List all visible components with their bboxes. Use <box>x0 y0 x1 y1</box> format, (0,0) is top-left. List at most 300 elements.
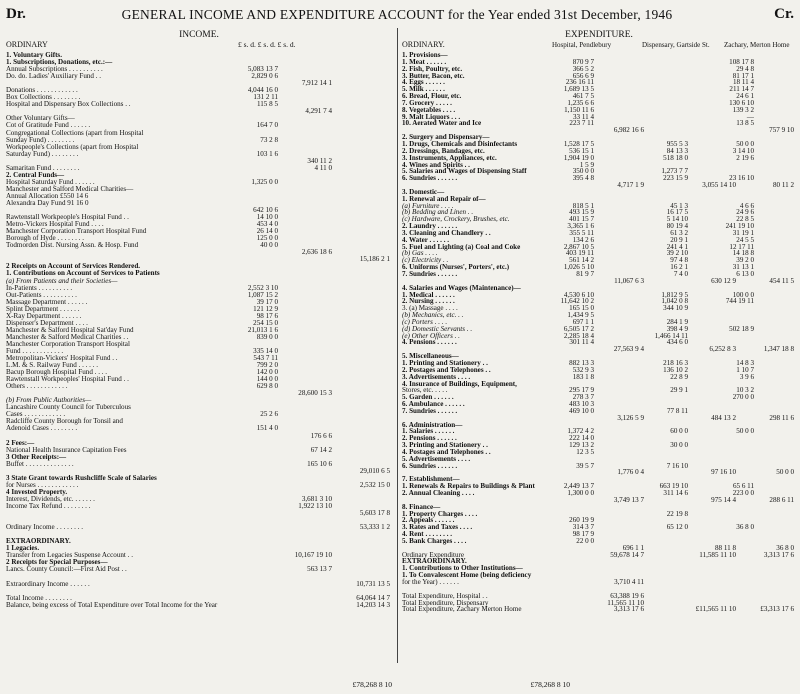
ledger-row <box>402 92 796 99</box>
row-label: EXTRAORDINARY. <box>402 557 467 566</box>
amount-cell: 355 5 11 <box>569 228 594 237</box>
page-header <box>0 6 800 24</box>
amount-cell: 7 4 0 <box>673 270 688 278</box>
row-label: 7. Establishment— <box>402 475 460 484</box>
row-label: Buffet . . . . . . . . . . . . . . <box>6 459 74 468</box>
row-label: Workpeople's Collections (apart from Hospital <box>6 142 139 151</box>
amount-cell: 469 10 0 <box>569 406 594 415</box>
amount-cell: 270 0 0 <box>732 393 754 402</box>
amount-cell: 301 11 4 <box>569 338 594 347</box>
ledger-row <box>402 113 796 120</box>
row-label: 1. Voluntary Gifts. <box>6 51 62 59</box>
ledger-row <box>6 277 392 284</box>
ledger-row <box>6 72 392 79</box>
row-label: 7. Sundries . . . . . . <box>402 270 458 278</box>
row-label: 7. Grocery . . . . . <box>402 98 452 107</box>
row-label: 2. Pensions . . . . . . <box>402 434 457 443</box>
ledger-row <box>402 181 796 188</box>
ledger-row <box>402 311 796 318</box>
amount-cell: 6,982 16 6 <box>613 126 644 135</box>
income-grand-total: £78,268 8 10 <box>352 680 392 689</box>
income-rows <box>6 51 392 608</box>
amount-cell: 142 0 0 <box>256 368 278 377</box>
ledger-row <box>402 578 796 585</box>
amount-cell: 350 0 0 <box>572 167 594 176</box>
row-label: 5. Advertisements . . . . <box>402 454 471 463</box>
amount-cell: 14 8 3 <box>736 358 754 367</box>
row-label: 8. Vegetables . . . . <box>402 105 456 114</box>
row-label: for the Year) . . . . . . <box>402 577 459 586</box>
ledger-row <box>402 352 796 359</box>
ledger-row <box>402 195 796 202</box>
ledger-row <box>402 325 796 332</box>
ledger-row <box>402 407 796 414</box>
ledger-row <box>6 481 392 488</box>
ledger-row <box>402 119 796 126</box>
ledger-row <box>6 410 392 417</box>
amount-cell: 108 17 8 <box>729 57 754 66</box>
amount-cell: 6,505 17 2 <box>563 324 594 333</box>
row-label: L.M. & S. Railway Fund . . . . . . <box>6 361 99 370</box>
row-label: Total Income . . . . . . . . <box>6 593 72 602</box>
expenditure-rows <box>402 51 796 612</box>
amount-cell: 36 8 0 <box>736 523 754 532</box>
amount-cell: 818 5 1 <box>572 201 594 210</box>
row-label: 2. Fish, Poultry, etc. <box>402 64 463 73</box>
row-label: Congregational Collections (apart from Hospital <box>6 128 144 137</box>
row-label: Metropolitan-Vickers' Hospital Fund . . <box>6 354 118 363</box>
row-label: Fund . . . . . . . . . . . . <box>6 346 64 355</box>
row-label: Saturday Fund) . . . . . . . . <box>6 149 79 158</box>
amount-cell: 22 0 0 <box>576 536 594 545</box>
amount-cell: £11,565 11 10 <box>695 605 736 614</box>
amount-cell: 73 2 8 <box>260 135 278 144</box>
amount-cell: 29 4 8 <box>736 64 754 73</box>
amount-cell: 11,642 10 2 <box>560 297 594 306</box>
ledger-row <box>402 147 796 154</box>
row-label: National Health Insurance Capitation Fees <box>6 445 127 454</box>
amount-cell: 134 2 6 <box>572 235 594 244</box>
amount-cell: 1,235 6 6 <box>567 98 594 107</box>
ledger-row <box>402 126 796 133</box>
ledger-row <box>402 386 796 393</box>
row-label: 5. Salaries and Wages of Dispensing Staff <box>402 167 527 176</box>
row-label: EXTRAORDINARY. <box>6 537 71 546</box>
ledger-row <box>6 460 392 467</box>
amount-cell: 7,912 14 1 <box>301 79 332 88</box>
amount-cell: 23 16 10 <box>729 174 754 183</box>
row-label: (b) Mechanics, etc. . . <box>402 311 464 320</box>
ledger-row <box>402 222 796 229</box>
amount-cell: 629 8 0 <box>256 382 278 391</box>
amount-cell: 1 10 7 <box>736 365 754 374</box>
row-label: Cases . . . . . . . . . . . . <box>6 410 66 419</box>
row-label: Lancashire County Council for Tuberculous <box>6 403 131 412</box>
ledger-row <box>402 510 796 517</box>
ledger-row <box>402 78 796 85</box>
row-label: 1. To Convalescent Home (being deficiency <box>402 571 532 580</box>
amount-cell: 100 0 0 <box>732 290 754 299</box>
row-label: Massage Department . . . . . . <box>6 297 88 306</box>
amount-cell: 24 9 6 <box>736 208 754 217</box>
amount-cell: 151 4 0 <box>256 424 278 433</box>
amount-cell: 311 14 6 <box>663 489 688 497</box>
ledger-row <box>402 421 796 428</box>
amount-cell: 50 0 0 <box>776 468 794 477</box>
ledger-row <box>6 488 392 495</box>
amount-cell: 532 9 3 <box>572 365 594 374</box>
row-label: (c) Hardware, Crockery, Brushes, etc. <box>402 215 510 224</box>
ledger-row <box>6 51 392 58</box>
amount-cell: 398 4 9 <box>666 324 688 333</box>
ledger-row <box>402 557 796 564</box>
ledger-row <box>402 427 796 434</box>
row-label: (a) From Patients and their Societies— <box>6 276 118 285</box>
ledger-row <box>6 537 392 544</box>
amount-cell: 223 0 0 <box>732 489 754 497</box>
row-label: Manchester Corporation Transport Hospital Fund <box>6 227 147 236</box>
row-label: 1. Subscriptions, Donations, etc.:— <box>6 58 113 67</box>
ledger-row <box>6 164 392 171</box>
amount-cell: 97 16 10 <box>711 468 736 477</box>
amount-cell: 870 9 7 <box>572 57 594 66</box>
amount-cell: 81 9 7 <box>576 270 594 278</box>
amount-cell: 63,388 19 6 <box>610 591 644 600</box>
amount-cell: 1,372 4 2 <box>567 427 594 436</box>
ledger-row <box>6 171 392 178</box>
amount-cell: £3,313 17 6 <box>760 605 794 614</box>
amount-cell: 3,365 1 6 <box>567 222 594 231</box>
row-label: (a) Furniture . . . . <box>402 201 454 210</box>
row-label: Manchester & Salford Medical Charities . . <box>6 332 129 341</box>
amount-cell: 53,333 1 2 <box>359 523 390 532</box>
amount-cell: 298 11 6 <box>769 413 794 422</box>
amount-cell: 403 19 11 <box>565 249 594 258</box>
ledger-row <box>402 338 796 345</box>
amount-cell: 340 11 2 <box>307 156 332 165</box>
row-label: In-Patients . . . . . . . . . . <box>6 283 73 292</box>
amount-cell: 144 0 0 <box>256 375 278 384</box>
ledger-row <box>402 243 796 250</box>
ledger-row <box>6 305 392 312</box>
amount-cell: 22 19 8 <box>666 509 688 518</box>
ledger-row <box>402 571 796 578</box>
amount-cell: 344 10 9 <box>663 304 688 313</box>
row-label: (c) Electricity . . <box>402 256 449 265</box>
row-label: Todmorden Dist. Nursing Assn. & Hosp. Fund <box>6 241 139 250</box>
amount-cell: 27,563 9 4 <box>613 345 644 354</box>
amount-cell: 1,434 9 5 <box>567 311 594 320</box>
ledger-row <box>6 601 392 608</box>
row-label: Extraordinary Income . . . . . . <box>6 579 90 588</box>
row-label: 4. Postages and Telephones . . <box>402 447 491 456</box>
ledger-row <box>402 380 796 387</box>
row-label: 3. Domestic— <box>402 187 445 196</box>
row-label: Total Expenditure, Hospital . . <box>402 591 488 600</box>
ledger-row <box>402 496 796 503</box>
ledger-row <box>6 439 392 446</box>
amount-cell: 518 18 0 <box>663 153 688 162</box>
ledger-row <box>6 354 392 361</box>
ledger-row <box>6 269 392 276</box>
ledger-row <box>402 605 796 612</box>
ledger-row <box>6 587 392 594</box>
amount-cell: 4 11 0 <box>314 163 332 172</box>
amount-cell: 16 17 5 <box>666 208 688 217</box>
ledger-row <box>402 462 796 469</box>
row-label: 6. Sundries . . . . . . <box>402 461 458 470</box>
row-label: (b) From Public Authorities— <box>6 396 92 405</box>
amount-cell: 7 16 10 <box>666 461 688 470</box>
amount-cell: 630 12 9 <box>711 276 736 285</box>
amount-cell: 696 1 1 <box>622 543 644 552</box>
ledger-row <box>402 366 796 373</box>
row-label: (c) Porters . . . . <box>402 317 448 326</box>
ledger-row <box>402 270 796 277</box>
row-label: Rawtenstall Workpeople's Hospital Fund . . <box>6 213 129 222</box>
amount-cell: 50 0 0 <box>736 427 754 436</box>
amount-cell: 103 1 6 <box>256 149 278 158</box>
ledger-row <box>6 121 392 128</box>
amount-cell: 3,749 13 7 <box>613 495 644 504</box>
amount-cell: 3,313 17 6 <box>763 550 794 559</box>
row-label: Adenoid Cases . . . . . . . . <box>6 424 78 433</box>
row-label: 2. Annual Cleaning . . . . <box>402 489 475 497</box>
ledger-row <box>402 133 796 140</box>
row-label: Radcliffe County Borough for Tonsil and <box>6 417 123 426</box>
amount-cell: 241 4 1 <box>666 242 688 251</box>
page-title: GENERAL INCOME AND EXPENDITURE ACCOUNT for the Year ended 31st December, 1946 <box>121 7 673 22</box>
row-label: 5. Garden . . . . . . <box>402 393 454 402</box>
ledger-row <box>6 467 392 474</box>
amount-cell: 656 6 9 <box>572 71 594 80</box>
ledger-row <box>6 248 392 255</box>
amount-cell: 2,636 18 6 <box>301 248 332 257</box>
amount-cell: 20 9 1 <box>670 235 688 244</box>
amount-cell: 1,325 0 0 <box>251 177 278 186</box>
ledger-row <box>402 441 796 448</box>
amount-cell: 223 7 11 <box>569 119 594 128</box>
row-label: Total Expenditure, Zachary Merton Home <box>402 605 522 614</box>
amount-cell: 563 13 7 <box>307 565 332 574</box>
ledger-row <box>402 304 796 311</box>
amount-cell: 3,313 17 6 <box>613 605 644 614</box>
amount-cell: 30 0 0 <box>670 441 688 450</box>
amount-cell: 39 17 0 <box>256 297 278 306</box>
ledger-row <box>402 58 796 65</box>
ledger-row <box>6 227 392 234</box>
amount-cell: 80 19 4 <box>666 222 688 231</box>
ledger-row <box>402 359 796 366</box>
ledger-row <box>402 236 796 243</box>
amount-cell: 1,466 14 11 <box>654 331 688 340</box>
amount-cell: 453 4 0 <box>256 220 278 229</box>
ledger-row <box>402 523 796 530</box>
ledger-row <box>402 256 796 263</box>
row-label: Transfer from Legacies Suspense Account . . <box>6 551 134 560</box>
ledger-row <box>402 503 796 510</box>
row-label: Bacup Borough Hospital Fund . . . . <box>6 368 108 377</box>
amount-cell: 176 6 6 <box>310 431 332 440</box>
row-label: 1. Provisions— <box>402 51 448 59</box>
row-label: for Nurses . . . . . . . . . . . . <box>6 480 79 489</box>
row-label: Other Voluntary Gifts— <box>6 114 75 123</box>
row-label: 1. Drugs, Chemicals and Disinfectants <box>402 139 518 148</box>
amount-cell: 642 10 6 <box>253 206 278 215</box>
ledger-row <box>402 332 796 339</box>
col-head-zachary: Zachary, Merton Home <box>724 41 790 49</box>
row-label: Metro-Vickers Hospital Fund . . . . <box>6 220 104 229</box>
amount-cell: 1,300 0 0 <box>567 489 594 497</box>
ledger-row <box>6 523 392 530</box>
ledger-row <box>402 537 796 544</box>
ledger-row <box>402 284 796 291</box>
row-label: Annual Allocation £550 14 6 <box>6 191 89 200</box>
ledger-row <box>402 318 796 325</box>
ledger-row <box>402 202 796 209</box>
ledger-row <box>402 106 796 113</box>
amount-cell: 1,812 9 5 <box>661 290 688 299</box>
amount-cell: 14 10 0 <box>256 213 278 222</box>
amount-cell: 799 2 0 <box>256 361 278 370</box>
ledger-row <box>6 86 392 93</box>
amount-cell: 14 18 8 <box>732 249 754 258</box>
ledger-row <box>6 558 392 565</box>
amount-cell: 36 8 0 <box>776 543 794 552</box>
ledger-row <box>6 129 392 136</box>
amount-cell: 483 10 3 <box>569 400 594 409</box>
row-label: Interest, Dividends, etc. . . . . . . <box>6 494 95 503</box>
expenditure-grand-total: £78,268 8 10 <box>530 680 570 689</box>
row-label: 4. Salaries and Wages (Maintenance)— <box>402 283 521 292</box>
row-label: 10. Aerated Water and Ice <box>402 119 482 128</box>
row-label: 3. (a) Massage . . . . <box>402 304 458 313</box>
ledger-row <box>402 72 796 79</box>
amount-cell: 80 11 2 <box>772 181 794 190</box>
amount-cell: 314 3 7 <box>572 523 594 532</box>
row-label: 3. Instruments, Appliances, etc. <box>402 153 497 162</box>
amount-cell: 218 16 3 <box>663 358 688 367</box>
ledger-row <box>6 424 392 431</box>
ledger-row <box>6 213 392 220</box>
amount-cell: 1 5 9 <box>579 160 594 169</box>
amount-cell: 2,552 3 10 <box>247 283 278 292</box>
amount-cell: — <box>746 112 754 121</box>
ledger-row <box>6 136 392 143</box>
ledger-row <box>6 241 392 248</box>
row-label: 5. Fuel and Lighting (a) Coal and Coke <box>402 242 521 251</box>
row-label: 4. Water . . . . . . <box>402 235 450 244</box>
amount-cell: 2,285 18 4 <box>563 331 594 340</box>
row-label: 2. Nursing . . . . . . <box>402 297 455 306</box>
row-label: (b) Gas . . . . <box>402 249 438 258</box>
row-label: 1. Salaries . . . . . . <box>402 427 455 436</box>
ledger-row <box>6 368 392 375</box>
row-label: Alexandra Day Fund 91 16 0 <box>6 198 89 207</box>
amount-cell: 39 5 7 <box>576 461 594 470</box>
amount-cell: 434 6 0 <box>666 338 688 347</box>
amount-cell: 6 13 0 <box>736 270 754 278</box>
amount-cell: 164 7 0 <box>256 121 278 130</box>
expenditure-section: ORDINARY. <box>402 40 445 49</box>
row-label: Cot of Gratitude Fund . . . . . . <box>6 121 91 130</box>
ledger-row <box>6 143 392 150</box>
amount-cell: 2,532 15 0 <box>359 480 390 489</box>
amount-cell: 98 17 6 <box>256 311 278 320</box>
row-label: 3. Rates and Taxes . . . . <box>402 523 473 532</box>
amount-cell: 335 14 0 <box>253 346 278 355</box>
amount-cell: 131 2 11 <box>253 93 278 102</box>
ledger-row <box>402 400 796 407</box>
ledger-row <box>6 361 392 368</box>
amount-cell: 77 8 11 <box>666 406 688 415</box>
ledger-row <box>402 345 796 352</box>
amount-cell: 744 19 11 <box>725 297 754 306</box>
ledger-row <box>6 417 392 424</box>
ledger-row <box>402 468 796 475</box>
amount-cell: 121 12 9 <box>253 304 278 313</box>
row-label: 4. Wines and Spirits . . <box>402 160 470 169</box>
row-label: 3. Cleaning and Chandlery . . <box>402 228 491 237</box>
amount-cell: 39 2 10 <box>666 249 688 258</box>
ledger-row <box>6 572 392 579</box>
ledger-row <box>6 185 392 192</box>
ledger-row <box>6 403 392 410</box>
ledger-row <box>402 551 796 558</box>
amount-cell: 284 1 9 <box>666 317 688 326</box>
amount-cell: 2,829 0 6 <box>251 72 278 81</box>
amount-cell: 1,042 0 8 <box>661 297 688 306</box>
row-label: 6. Sundries . . . . . . <box>402 174 458 183</box>
row-label: 5. Milk . . . . . . <box>402 85 445 94</box>
amount-cell: 1,689 13 5 <box>563 85 594 94</box>
ledger-row <box>402 564 796 571</box>
amount-cell: 223 15 9 <box>663 174 688 183</box>
row-label: 1. Property Charges . . . . <box>402 509 478 518</box>
row-label: 2 Fees:— <box>6 438 35 447</box>
amount-cell: 88 11 8 <box>714 543 736 552</box>
amount-cell: 3 14 10 <box>732 146 754 155</box>
amount-cell: 98 17 9 <box>572 530 594 539</box>
ledger-row <box>6 495 392 502</box>
amount-cell: 16 2 1 <box>670 263 688 272</box>
ledger-row <box>402 85 796 92</box>
amount-cell: 1,026 5 10 <box>563 263 594 272</box>
amount-cell: 39 2 0 <box>736 256 754 265</box>
row-label: X-Ray Department . . . . . . <box>6 311 82 320</box>
ledger-row <box>6 114 392 121</box>
amount-cell: 278 3 7 <box>572 393 594 402</box>
ledger-row <box>6 319 392 326</box>
amount-cell: 502 18 9 <box>729 324 754 333</box>
income-heading: INCOME. <box>179 30 219 40</box>
row-label: Box Collections . . . . . . . . <box>6 93 81 102</box>
row-label: Dispenser's Department . . . . <box>6 318 88 327</box>
amount-cell: 6,252 8 3 <box>709 345 736 354</box>
row-label: Manchester Corporation Transport Hospital <box>6 339 130 348</box>
amount-cell: 395 4 8 <box>572 174 594 183</box>
ledger-row <box>402 215 796 222</box>
amount-cell: 21,013 1 6 <box>247 325 278 334</box>
row-label: 2 Receipts on Account of Services Rendered. <box>6 262 141 271</box>
credit-mark: Cr. <box>774 6 794 22</box>
row-label: 4. Eggs . . . . . . <box>402 78 445 87</box>
row-label: Stores, etc. . . . . <box>402 386 448 395</box>
amount-cell: 33 11 4 <box>572 112 594 121</box>
amount-cell: 366 5 2 <box>572 64 594 73</box>
row-label: 4 Invested Property. <box>6 487 68 496</box>
ledger-row <box>402 161 796 168</box>
